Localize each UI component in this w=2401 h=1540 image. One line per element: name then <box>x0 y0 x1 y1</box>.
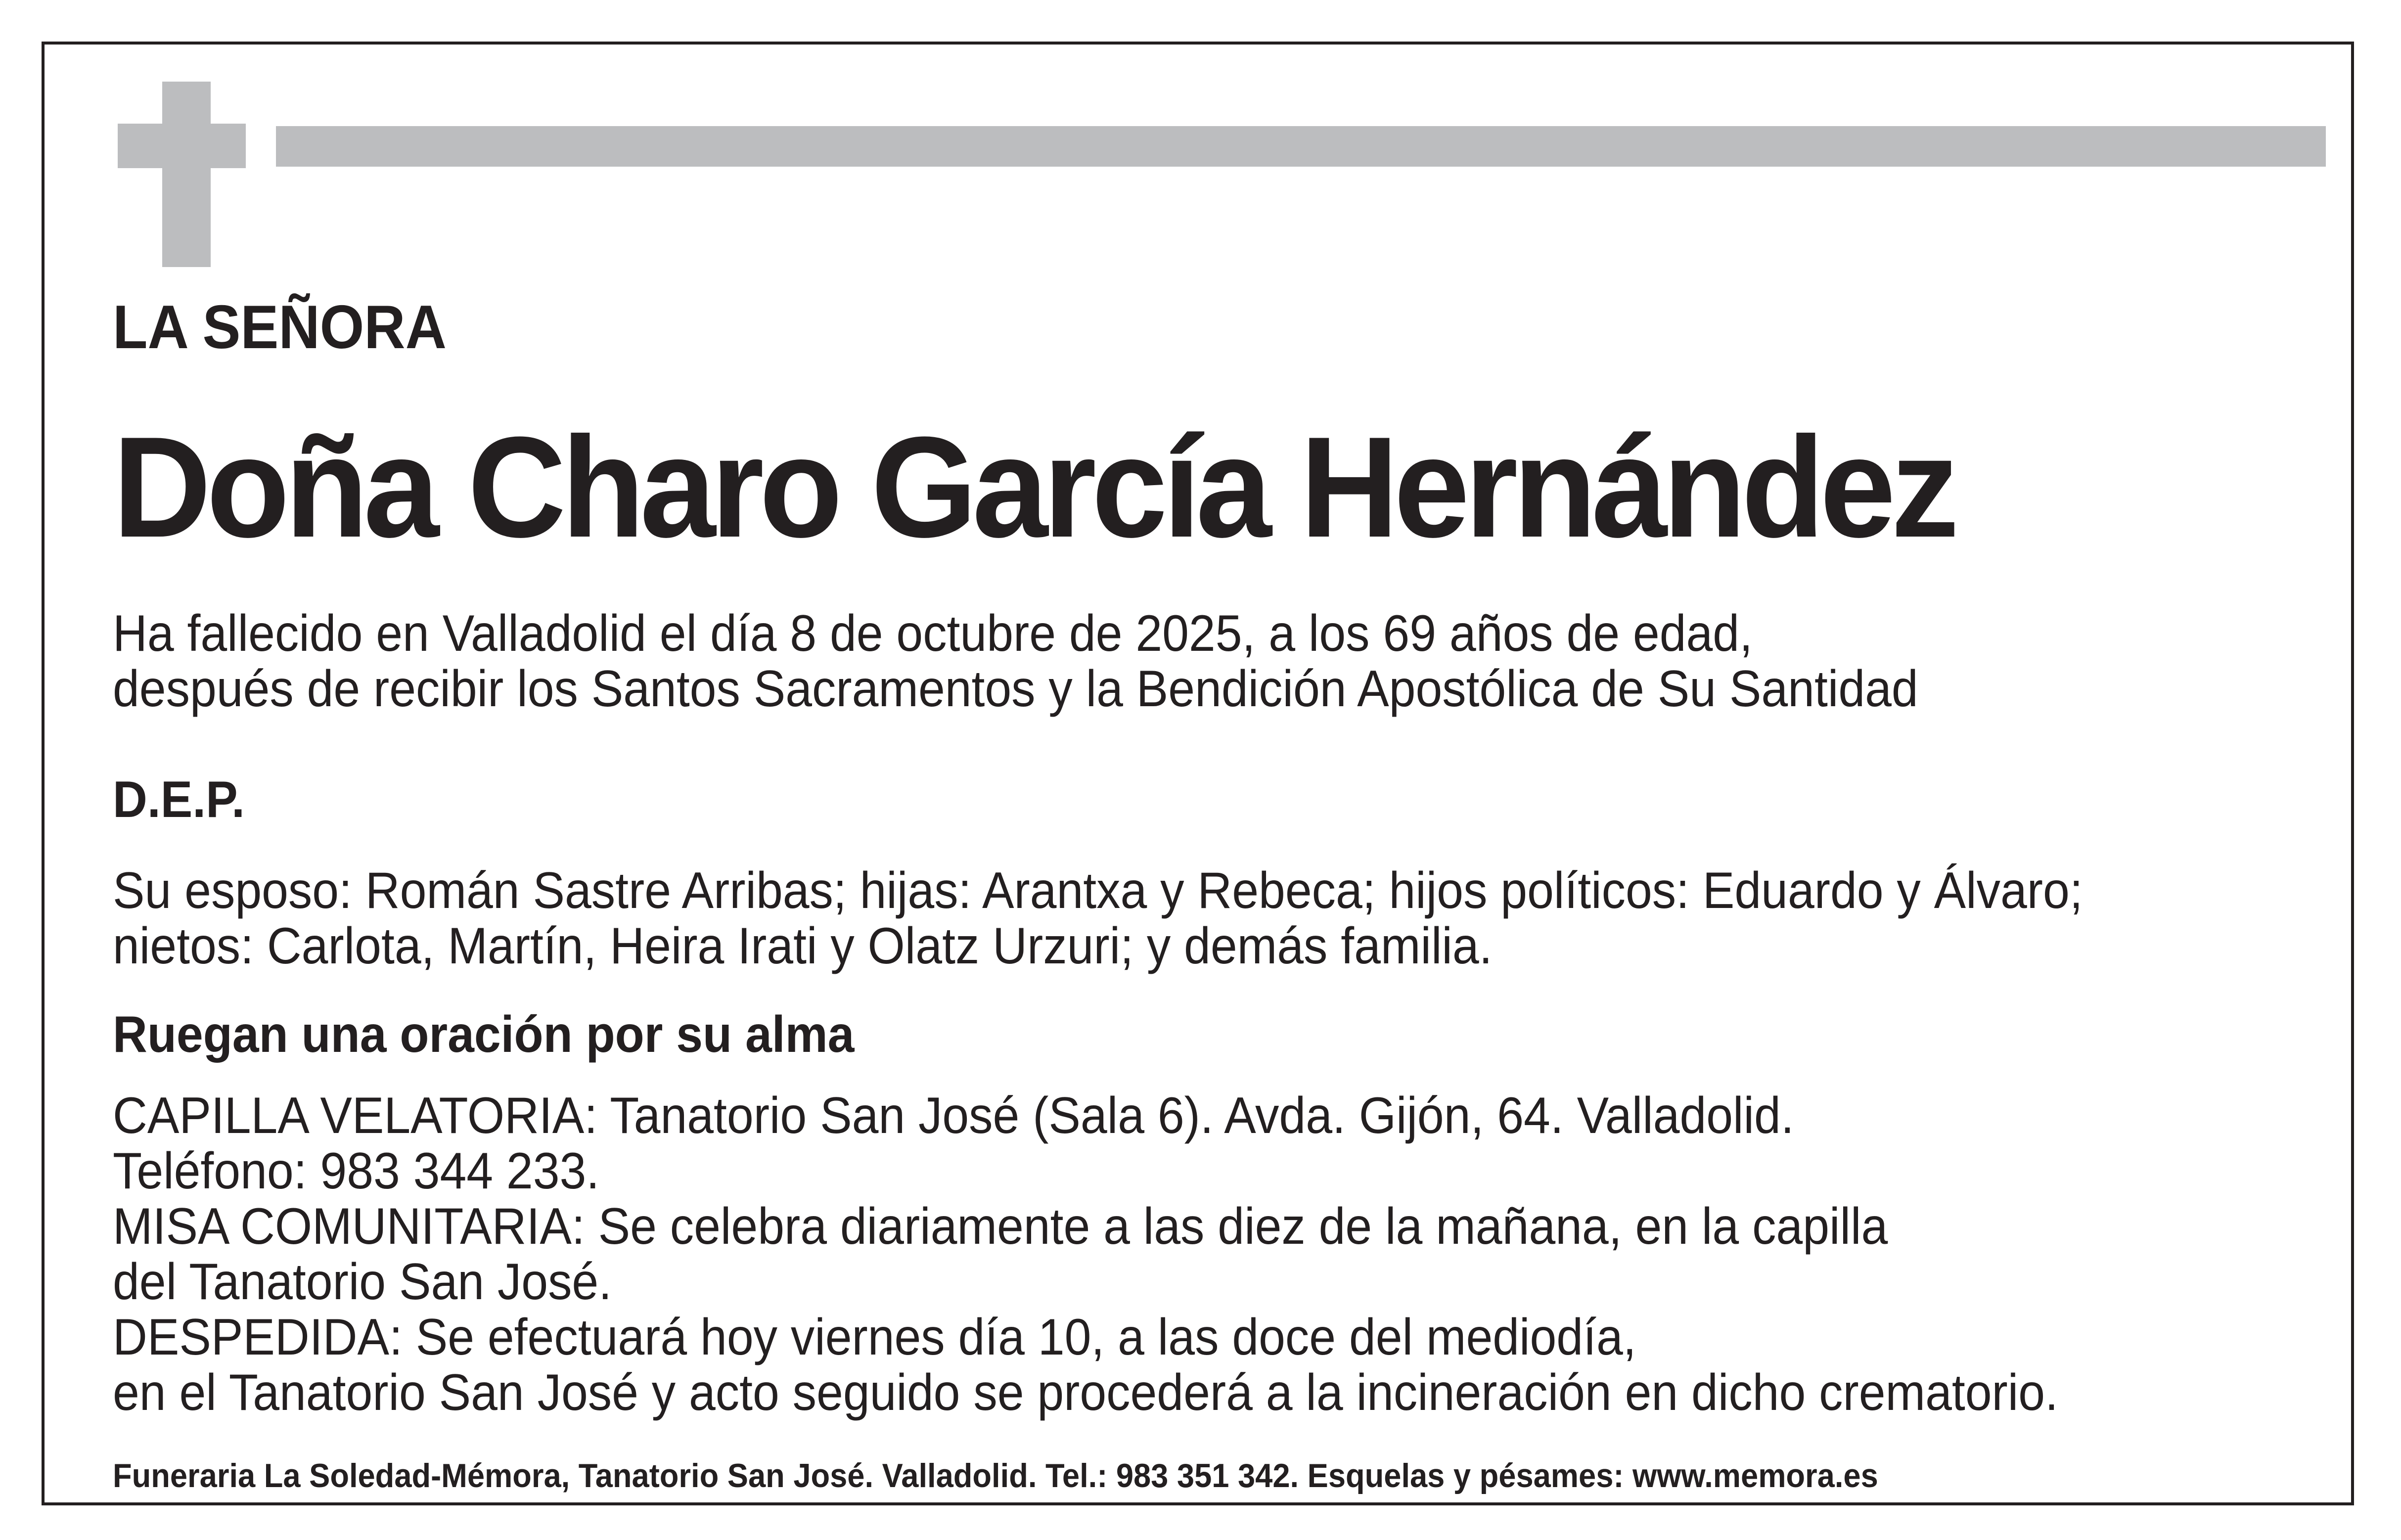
service-line: MISA COMUNITARIA: Se celebra diariamente a las diez de la mañana, en la capilla <box>113 1198 1888 1255</box>
deceased-name: Doña Charo García Hernández <box>113 407 1954 567</box>
service-line: del Tanatorio San José. <box>113 1253 612 1311</box>
service-line: CAPILLA VELATORIA: Tanatorio San José (Sala 6). Avda. Gijón, 64. Valladolid. <box>113 1087 1794 1144</box>
service-line: en el Tanatorio San José y acto seguido se procederá a la incineración en dicho crematorio. <box>113 1364 2058 1421</box>
death-statement-line: después de recibir los Santos Sacramentos y la Bendición Apostólica de Su Santidad <box>113 660 1918 718</box>
family-line: nietos: Carlota, Martín, Heira Irati y Olatz Urzuri; y demás familia. <box>113 917 1493 975</box>
cross-icon-vertical-bar <box>162 82 211 267</box>
family-line: Su esposo: Román Sastre Arribas; hijas: Arantxa y Rebeca; hijos políticos: Eduardo y Álvaro; <box>113 862 2083 919</box>
rip-mark: D.E.P. <box>113 771 245 828</box>
death-statement-line: Ha fallecido en Valladolid el día 8 de octubre de 2025, a los 69 años de edad, <box>113 605 1753 662</box>
cross-icon-horizontal-bar <box>118 124 246 168</box>
funeral-home-footer: Funeraria La Soledad-Mémora, Tanatorio San José. Valladolid. Tel.: 983 351 342. Esquelas y pésames: www.memora.es <box>113 1457 1878 1495</box>
service-line: Teléfono: 983 344 233. <box>113 1142 600 1200</box>
header-rule <box>276 126 2326 167</box>
prayer-request: Ruegan una oración por su alma <box>113 1006 855 1063</box>
honorific: LA SEÑORA <box>113 293 447 362</box>
service-line: DESPEDIDA: Se efectuará hoy viernes día 10, a las doce del mediodía, <box>113 1309 1636 1366</box>
